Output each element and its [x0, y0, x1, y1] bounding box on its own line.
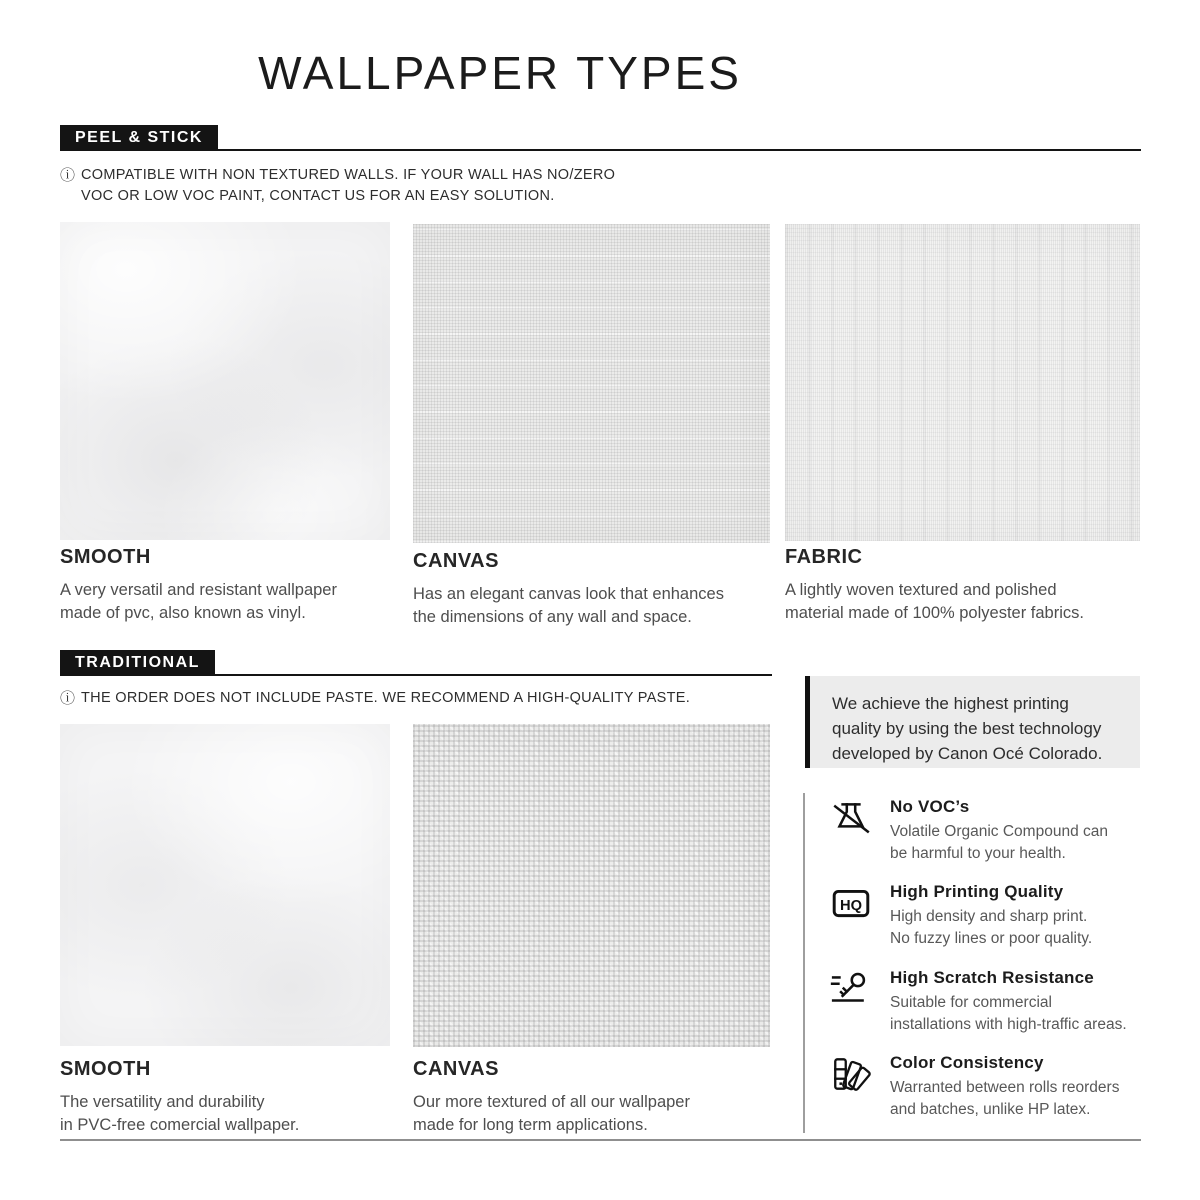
feature-description: Warranted between rolls reorders and batches, unlike HP latex.: [890, 1079, 1120, 1118]
swatch-image-smooth-traditional: [60, 724, 390, 1046]
swatch-title: CANVAS: [413, 550, 499, 572]
section-rule-traditional: [60, 652, 772, 676]
swatch-image-canvas-peel-stick: [413, 224, 770, 543]
info-circle-icon: ⓘ: [60, 690, 76, 707]
feature-high-scratch-resistance: [830, 968, 872, 1015]
swatch-description: The versatility and durability in PVC-free comercial wallpaper.: [60, 1093, 300, 1134]
feature-description: Volatile Organic Compound can be harmful to your health.: [890, 823, 1108, 862]
swatch-description: A very versatil and resistant wallpaper made of pvc, also known as vinyl.: [60, 581, 337, 622]
swatch-image-fabric-peel-stick: [785, 224, 1140, 541]
feature-high-printing-quality: [830, 882, 872, 929]
swatch-image-canvas-traditional: [413, 724, 770, 1047]
features-divider-line: [803, 793, 805, 1133]
feature-title: High Printing Quality: [890, 882, 1064, 901]
hq-badge-icon: [830, 882, 872, 929]
peel-stick-info-text: [81, 165, 615, 207]
scratch-key-icon: [830, 968, 872, 1015]
swatch-title: SMOOTH: [60, 546, 151, 568]
caption-canvas-traditional: [413, 1058, 773, 1137]
caption-canvas-peel-stick: [413, 550, 773, 629]
bottom-divider-line: [60, 1139, 1141, 1141]
traditional-info-text: [81, 688, 690, 709]
swatch-description: Has an elegant canvas look that enhances the dimensions of any wall and space.: [413, 585, 724, 626]
info-line: COMPATIBLE WITH NON TEXTURED WALLS. IF YOUR WALL HAS NO/ZERO: [81, 167, 616, 183]
printing-technology-quote: We achieve the highest printing quality by using the best technology developed by Canon Océ Colorado.: [805, 676, 1140, 768]
section-label-peel-stick: PEEL & STICK: [60, 125, 218, 149]
swatch-title: CANVAS: [413, 1058, 499, 1080]
info-circle-icon: ⓘ: [60, 167, 76, 184]
swatch-title: SMOOTH: [60, 1058, 151, 1080]
caption-smooth-traditional: [60, 1058, 400, 1137]
section-rule-peel-stick: [60, 127, 1141, 151]
caption-fabric-peel-stick: [785, 546, 1145, 625]
svg-text:HQ: HQ: [839, 897, 863, 914]
swatch-image-smooth-peel-stick: [60, 222, 390, 540]
traditional-info-note: [60, 688, 780, 709]
feature-high-printing-quality-text: [890, 882, 1150, 949]
feature-title: High Scratch Resistance: [890, 968, 1094, 987]
feature-no-voc: [830, 797, 872, 844]
feature-title: Color Consistency: [890, 1053, 1044, 1072]
caption-smooth-peel-stick: [60, 546, 400, 625]
feature-color-consistency: [830, 1053, 872, 1100]
color-swatches-icon: [830, 1053, 872, 1100]
swatch-description: A lightly woven textured and polished material made of 100% polyester fabrics.: [785, 581, 1084, 622]
feature-color-consistency-text: [890, 1053, 1150, 1120]
page-title: WALLPAPER TYPES: [258, 47, 742, 99]
no-voc-flask-icon: [830, 797, 872, 844]
swatch-description: Our more textured of all our wallpaper made for long term applications.: [413, 1093, 690, 1134]
feature-description: Suitable for commercial installations with high-traffic areas.: [890, 994, 1127, 1033]
feature-description: High density and sharp print. No fuzzy lines or poor quality.: [890, 908, 1093, 947]
swatch-title: FABRIC: [785, 546, 863, 568]
feature-no-voc-text: [890, 797, 1150, 864]
info-line: VOC OR LOW VOC PAINT, CONTACT US FOR AN EASY SOLUTION.: [81, 188, 555, 204]
feature-high-scratch-resistance-text: [890, 968, 1150, 1035]
feature-title: No VOC’s: [890, 797, 970, 816]
section-label-traditional: TRADITIONAL: [60, 650, 215, 674]
peel-stick-info-note: [60, 165, 780, 207]
info-line: THE ORDER DOES NOT INCLUDE PASTE. WE RECOMMEND A HIGH-QUALITY PASTE.: [81, 690, 691, 706]
